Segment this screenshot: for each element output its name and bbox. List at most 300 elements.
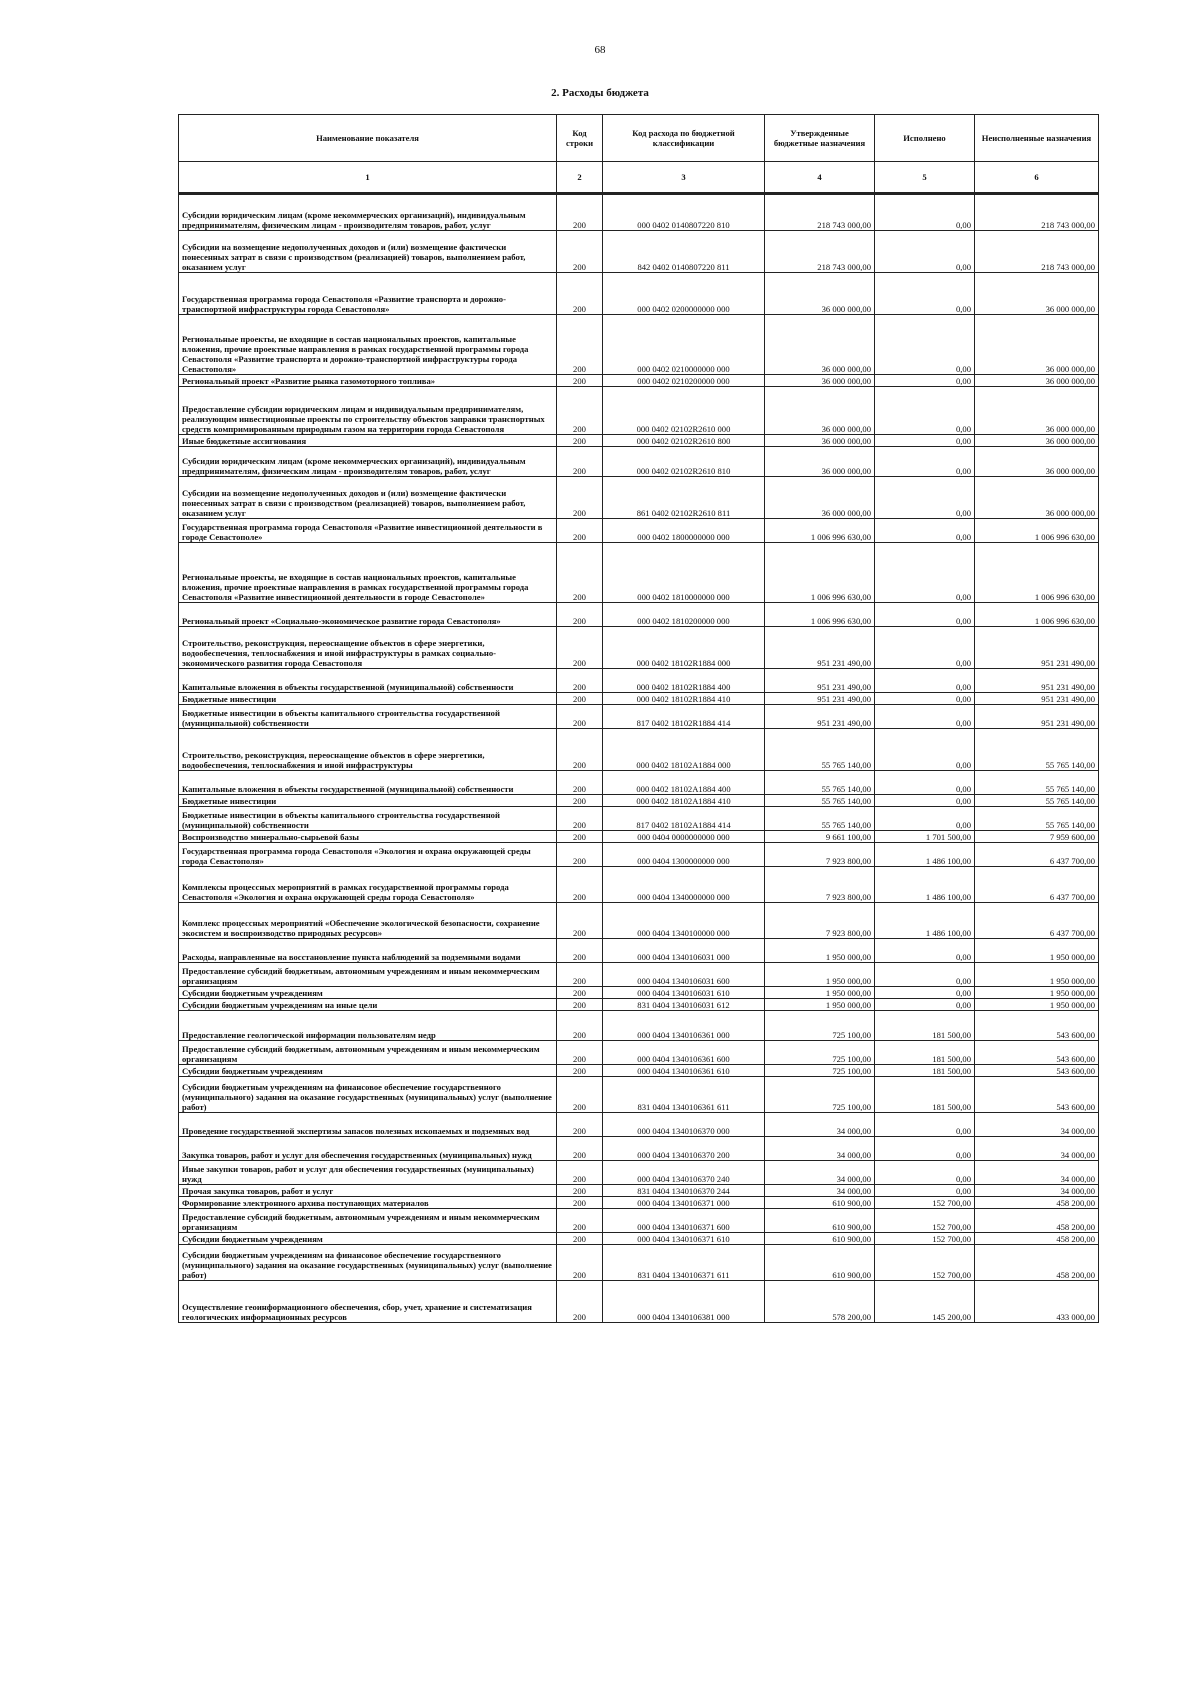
row-unexecuted-amount: 34 000,00 bbox=[975, 1137, 1099, 1161]
row-budget-code: 000 0404 1340106370 200 bbox=[603, 1137, 765, 1161]
row-line-code: 200 bbox=[557, 273, 603, 315]
row-executed-amount: 152 700,00 bbox=[875, 1245, 975, 1281]
row-indicator-name: Формирование электронного архива поступающих материалов bbox=[179, 1197, 557, 1209]
row-indicator-name: Осуществление геоинформационного обеспечения, сбор, учет, хранение и систематизация геологических информационных ресурсов bbox=[179, 1281, 557, 1323]
row-budget-code: 000 0404 1340106370 240 bbox=[603, 1161, 765, 1185]
row-budget-code: 831 0404 1340106371 611 bbox=[603, 1245, 765, 1281]
row-line-code: 200 bbox=[557, 1209, 603, 1233]
row-executed-amount: 145 200,00 bbox=[875, 1281, 975, 1323]
row-executed-amount: 181 500,00 bbox=[875, 1065, 975, 1077]
row-approved-amount: 1 950 000,00 bbox=[765, 963, 875, 987]
table-row bbox=[179, 273, 1099, 315]
row-indicator-name: Иные бюджетные ассигнования bbox=[179, 435, 557, 447]
row-unexecuted-amount: 6 437 700,00 bbox=[975, 867, 1099, 903]
column-number-row bbox=[179, 162, 1099, 194]
row-indicator-name: Прочая закупка товаров, работ и услуг bbox=[179, 1185, 557, 1197]
row-executed-amount: 0,00 bbox=[875, 729, 975, 771]
row-indicator-name: Строительство, реконструкция, переоснащение объектов в сфере энергетики, водообеспечения, теплоснабжения и иной инфраструктуры bbox=[179, 729, 557, 771]
row-indicator-name: Расходы, направленные на восстановление пункта наблюдений за подземными водами bbox=[179, 939, 557, 963]
row-executed-amount: 152 700,00 bbox=[875, 1197, 975, 1209]
row-line-code: 200 bbox=[557, 669, 603, 693]
row-indicator-name: Предоставление субсидий бюджетным, автономным учреждениям и иным некоммерческим организациям bbox=[179, 1041, 557, 1065]
row-indicator-name: Субсидии бюджетным учреждениям на финансовое обеспечение государственного (муниципального) задания на оказание государственных (муниципальных) услуг (выполнение работ) bbox=[179, 1245, 557, 1281]
row-line-code: 200 bbox=[557, 1137, 603, 1161]
row-budget-code: 000 0404 1340106031 000 bbox=[603, 939, 765, 963]
row-line-code: 200 bbox=[557, 939, 603, 963]
row-budget-code: 000 0402 02102R2610 810 bbox=[603, 447, 765, 477]
row-executed-amount: 1 486 100,00 bbox=[875, 903, 975, 939]
row-budget-code: 000 0402 1810000000 000 bbox=[603, 543, 765, 603]
row-budget-code: 000 0402 18102A1884 400 bbox=[603, 771, 765, 795]
row-indicator-name: Капитальные вложения в объекты государственной (муниципальной) собственности bbox=[179, 771, 557, 795]
row-unexecuted-amount: 55 765 140,00 bbox=[975, 771, 1099, 795]
row-line-code: 200 bbox=[557, 1011, 603, 1041]
row-unexecuted-amount: 36 000 000,00 bbox=[975, 273, 1099, 315]
row-indicator-name: Предоставление субсидий бюджетным, автономным учреждениям и иным некоммерческим организациям bbox=[179, 963, 557, 987]
table-row bbox=[179, 807, 1099, 831]
row-budget-code: 000 0404 1340106361 000 bbox=[603, 1011, 765, 1041]
row-indicator-name: Предоставление субсидии юридическим лицам и индивидуальным предпринимателям, реализующим инвестиционные проекты по строительству объектов заправки транспортных средств компримированным природным газом на территории города Севастополя bbox=[179, 387, 557, 435]
header-unexecuted: Неисполненные назначения bbox=[975, 115, 1099, 162]
row-budget-code: 000 0404 1340000000 000 bbox=[603, 867, 765, 903]
row-line-code: 200 bbox=[557, 963, 603, 987]
row-budget-code: 000 0404 0000000000 000 bbox=[603, 831, 765, 843]
row-executed-amount: 0,00 bbox=[875, 627, 975, 669]
row-line-code: 200 bbox=[557, 435, 603, 447]
row-unexecuted-amount: 543 600,00 bbox=[975, 1011, 1099, 1041]
row-executed-amount: 0,00 bbox=[875, 999, 975, 1011]
row-line-code: 200 bbox=[557, 1185, 603, 1197]
row-budget-code: 831 0404 1340106031 612 bbox=[603, 999, 765, 1011]
row-unexecuted-amount: 543 600,00 bbox=[975, 1041, 1099, 1065]
row-executed-amount: 0,00 bbox=[875, 603, 975, 627]
row-executed-amount: 0,00 bbox=[875, 939, 975, 963]
row-line-code: 200 bbox=[557, 1281, 603, 1323]
row-executed-amount: 1 486 100,00 bbox=[875, 867, 975, 903]
row-budget-code: 000 0402 18102R1884 400 bbox=[603, 669, 765, 693]
row-indicator-name: Субсидии бюджетным учреждениям bbox=[179, 1233, 557, 1245]
row-budget-code: 000 0402 02102R2610 000 bbox=[603, 387, 765, 435]
row-executed-amount: 0,00 bbox=[875, 807, 975, 831]
row-executed-amount: 0,00 bbox=[875, 669, 975, 693]
column-number: 6 bbox=[975, 162, 1099, 194]
row-line-code: 200 bbox=[557, 693, 603, 705]
row-unexecuted-amount: 6 437 700,00 bbox=[975, 843, 1099, 867]
row-approved-amount: 610 900,00 bbox=[765, 1233, 875, 1245]
row-budget-code: 000 0402 18102R1884 410 bbox=[603, 693, 765, 705]
row-indicator-name: Закупка товаров, работ и услуг для обеспечения государственных (муниципальных) нужд bbox=[179, 1137, 557, 1161]
row-approved-amount: 725 100,00 bbox=[765, 1011, 875, 1041]
table-row bbox=[179, 843, 1099, 867]
row-indicator-name: Субсидии на возмещение недополученных доходов и (или) возмещение фактически понесенных затрат в связи с производством (реализацией) товаров, выполнением работ, оказанием услуг bbox=[179, 477, 557, 519]
table-row bbox=[179, 771, 1099, 795]
table-row bbox=[179, 1197, 1099, 1209]
row-unexecuted-amount: 458 200,00 bbox=[975, 1197, 1099, 1209]
row-budget-code: 861 0402 02102R2610 811 bbox=[603, 477, 765, 519]
row-indicator-name: Бюджетные инвестиции bbox=[179, 795, 557, 807]
row-line-code: 200 bbox=[557, 519, 603, 543]
header-indicator-name: Наименование показателя bbox=[179, 115, 557, 162]
row-unexecuted-amount: 218 743 000,00 bbox=[975, 195, 1099, 231]
row-approved-amount: 951 231 490,00 bbox=[765, 627, 875, 669]
row-budget-code: 817 0402 18102R1884 414 bbox=[603, 705, 765, 729]
row-indicator-name: Государственная программа города Севастополя «Развитие инвестиционной деятельности в городе Севастополе» bbox=[179, 519, 557, 543]
expenditure-table bbox=[178, 114, 1099, 1323]
table-row bbox=[179, 669, 1099, 693]
table-row bbox=[179, 1137, 1099, 1161]
row-executed-amount: 181 500,00 bbox=[875, 1011, 975, 1041]
row-approved-amount: 55 765 140,00 bbox=[765, 729, 875, 771]
column-number: 2 bbox=[557, 162, 603, 194]
header-executed: Исполнено bbox=[875, 115, 975, 162]
row-indicator-name: Иные закупки товаров, работ и услуг для обеспечения государственных (муниципальных) нужд bbox=[179, 1161, 557, 1185]
row-approved-amount: 1 950 000,00 bbox=[765, 987, 875, 999]
table-row bbox=[179, 729, 1099, 771]
row-approved-amount: 36 000 000,00 bbox=[765, 447, 875, 477]
row-budget-code: 000 0404 1340106031 600 bbox=[603, 963, 765, 987]
row-budget-code: 000 0402 0210200000 000 bbox=[603, 375, 765, 387]
row-executed-amount: 0,00 bbox=[875, 519, 975, 543]
row-budget-code: 000 0404 1340100000 000 bbox=[603, 903, 765, 939]
table-row bbox=[179, 1185, 1099, 1197]
table-row bbox=[179, 1281, 1099, 1323]
row-line-code: 200 bbox=[557, 729, 603, 771]
row-approved-amount: 7 923 800,00 bbox=[765, 903, 875, 939]
table-row bbox=[179, 1077, 1099, 1113]
row-indicator-name: Предоставление геологической информации пользователям недр bbox=[179, 1011, 557, 1041]
row-budget-code: 000 0404 1300000000 000 bbox=[603, 843, 765, 867]
row-executed-amount: 0,00 bbox=[875, 447, 975, 477]
row-line-code: 200 bbox=[557, 195, 603, 231]
row-indicator-name: Проведение государственной экспертизы запасов полезных ископаемых и подземных вод bbox=[179, 1113, 557, 1137]
row-executed-amount: 0,00 bbox=[875, 1113, 975, 1137]
row-unexecuted-amount: 1 950 000,00 bbox=[975, 963, 1099, 987]
row-approved-amount: 34 000,00 bbox=[765, 1113, 875, 1137]
row-indicator-name: Региональный проект «Социально-экономическое развитие города Севастополя» bbox=[179, 603, 557, 627]
row-unexecuted-amount: 458 200,00 bbox=[975, 1245, 1099, 1281]
row-line-code: 200 bbox=[557, 999, 603, 1011]
row-approved-amount: 1 006 996 630,00 bbox=[765, 543, 875, 603]
row-approved-amount: 578 200,00 bbox=[765, 1281, 875, 1323]
row-line-code: 200 bbox=[557, 447, 603, 477]
row-line-code: 200 bbox=[557, 705, 603, 729]
row-indicator-name: Бюджетные инвестиции bbox=[179, 693, 557, 705]
row-approved-amount: 951 231 490,00 bbox=[765, 669, 875, 693]
row-approved-amount: 34 000,00 bbox=[765, 1137, 875, 1161]
row-line-code: 200 bbox=[557, 795, 603, 807]
row-line-code: 200 bbox=[557, 231, 603, 273]
row-approved-amount: 218 743 000,00 bbox=[765, 231, 875, 273]
row-unexecuted-amount: 36 000 000,00 bbox=[975, 315, 1099, 375]
row-executed-amount: 181 500,00 bbox=[875, 1041, 975, 1065]
row-budget-code: 000 0402 18102A1884 410 bbox=[603, 795, 765, 807]
row-line-code: 200 bbox=[557, 903, 603, 939]
row-budget-code: 000 0402 18102R1884 000 bbox=[603, 627, 765, 669]
row-unexecuted-amount: 34 000,00 bbox=[975, 1161, 1099, 1185]
row-executed-amount: 0,00 bbox=[875, 963, 975, 987]
row-executed-amount: 0,00 bbox=[875, 543, 975, 603]
row-indicator-name: Субсидии юридическим лицам (кроме некоммерческих организаций), индивидуальным предпринимателям, физическим лицам - производителям товаров, работ, услуг bbox=[179, 447, 557, 477]
row-unexecuted-amount: 218 743 000,00 bbox=[975, 231, 1099, 273]
row-line-code: 200 bbox=[557, 1065, 603, 1077]
row-unexecuted-amount: 36 000 000,00 bbox=[975, 435, 1099, 447]
table-row bbox=[179, 1161, 1099, 1185]
row-approved-amount: 36 000 000,00 bbox=[765, 477, 875, 519]
row-line-code: 200 bbox=[557, 1245, 603, 1281]
row-unexecuted-amount: 36 000 000,00 bbox=[975, 387, 1099, 435]
row-line-code: 200 bbox=[557, 387, 603, 435]
row-executed-amount: 0,00 bbox=[875, 1137, 975, 1161]
row-budget-code: 000 0404 1340106361 600 bbox=[603, 1041, 765, 1065]
row-executed-amount: 1 701 500,00 bbox=[875, 831, 975, 843]
column-number: 4 bbox=[765, 162, 875, 194]
row-line-code: 200 bbox=[557, 1197, 603, 1209]
section-title: 2. Расходы бюджета bbox=[551, 87, 649, 99]
row-unexecuted-amount: 1 950 000,00 bbox=[975, 987, 1099, 999]
row-unexecuted-amount: 34 000,00 bbox=[975, 1113, 1099, 1137]
row-unexecuted-amount: 1 006 996 630,00 bbox=[975, 543, 1099, 603]
row-approved-amount: 725 100,00 bbox=[765, 1065, 875, 1077]
table-row bbox=[179, 903, 1099, 939]
row-budget-code: 000 0402 0140807220 810 bbox=[603, 195, 765, 231]
table-row bbox=[179, 447, 1099, 477]
row-line-code: 200 bbox=[557, 1161, 603, 1185]
header-approved: Утвержденные бюджетные назначения bbox=[765, 115, 875, 162]
row-approved-amount: 1 950 000,00 bbox=[765, 999, 875, 1011]
row-unexecuted-amount: 543 600,00 bbox=[975, 1077, 1099, 1113]
table-row bbox=[179, 795, 1099, 807]
row-line-code: 200 bbox=[557, 477, 603, 519]
column-number: 5 bbox=[875, 162, 975, 194]
table-row bbox=[179, 831, 1099, 843]
row-approved-amount: 34 000,00 bbox=[765, 1161, 875, 1185]
row-budget-code: 000 0402 0200000000 000 bbox=[603, 273, 765, 315]
table-row bbox=[179, 603, 1099, 627]
table-row bbox=[179, 627, 1099, 669]
row-indicator-name: Государственная программа города Севастополя «Экология и охрана окружающей среды города Севастополя» bbox=[179, 843, 557, 867]
table-row bbox=[179, 1245, 1099, 1281]
row-indicator-name: Региональные проекты, не входящие в состав национальных проектов, капитальные вложения, прочие проектные направления в рамках государственной программы города Севастополя «Развитие транспорта и дорожно-транспортной инфраструктуры города Севастополя» bbox=[179, 315, 557, 375]
row-unexecuted-amount: 1 006 996 630,00 bbox=[975, 603, 1099, 627]
row-approved-amount: 218 743 000,00 bbox=[765, 195, 875, 231]
row-indicator-name: Субсидии юридическим лицам (кроме некоммерческих организаций), индивидуальным предпринимателям, физическим лицам - производителям товаров, работ, услуг bbox=[179, 195, 557, 231]
row-unexecuted-amount: 951 231 490,00 bbox=[975, 669, 1099, 693]
row-budget-code: 000 0404 1340106381 000 bbox=[603, 1281, 765, 1323]
row-approved-amount: 34 000,00 bbox=[765, 1185, 875, 1197]
table-row bbox=[179, 867, 1099, 903]
row-unexecuted-amount: 36 000 000,00 bbox=[975, 375, 1099, 387]
header-budget-code: Код расхода по бюджетной классификации bbox=[603, 115, 765, 162]
header-line-code: Код строки bbox=[557, 115, 603, 162]
table-row bbox=[179, 1011, 1099, 1041]
row-unexecuted-amount: 1 950 000,00 bbox=[975, 999, 1099, 1011]
row-budget-code: 000 0404 1340106371 610 bbox=[603, 1233, 765, 1245]
row-executed-amount: 0,00 bbox=[875, 693, 975, 705]
table-row bbox=[179, 477, 1099, 519]
row-approved-amount: 36 000 000,00 bbox=[765, 387, 875, 435]
row-approved-amount: 9 661 100,00 bbox=[765, 831, 875, 843]
row-unexecuted-amount: 458 200,00 bbox=[975, 1233, 1099, 1245]
row-executed-amount: 152 700,00 bbox=[875, 1233, 975, 1245]
row-unexecuted-amount: 951 231 490,00 bbox=[975, 705, 1099, 729]
row-approved-amount: 725 100,00 bbox=[765, 1077, 875, 1113]
row-budget-code: 000 0404 1340106361 610 bbox=[603, 1065, 765, 1077]
row-approved-amount: 951 231 490,00 bbox=[765, 705, 875, 729]
row-line-code: 200 bbox=[557, 771, 603, 795]
row-unexecuted-amount: 1 006 996 630,00 bbox=[975, 519, 1099, 543]
row-approved-amount: 55 765 140,00 bbox=[765, 771, 875, 795]
row-executed-amount: 0,00 bbox=[875, 387, 975, 435]
row-executed-amount: 0,00 bbox=[875, 987, 975, 999]
table-row bbox=[179, 1209, 1099, 1233]
row-indicator-name: Региональный проект «Развитие рынка газомоторного топлива» bbox=[179, 375, 557, 387]
row-executed-amount: 0,00 bbox=[875, 273, 975, 315]
table-row bbox=[179, 963, 1099, 987]
row-budget-code: 000 0404 1340106031 610 bbox=[603, 987, 765, 999]
row-executed-amount: 181 500,00 bbox=[875, 1077, 975, 1113]
row-indicator-name: Субсидии бюджетным учреждениям на финансовое обеспечение государственного (муниципального) задания на оказание государственных (муниципальных) услуг (выполнение работ) bbox=[179, 1077, 557, 1113]
row-budget-code: 817 0402 18102A1884 414 bbox=[603, 807, 765, 831]
row-executed-amount: 0,00 bbox=[875, 1161, 975, 1185]
row-approved-amount: 55 765 140,00 bbox=[765, 807, 875, 831]
row-unexecuted-amount: 55 765 140,00 bbox=[975, 729, 1099, 771]
table-row bbox=[179, 435, 1099, 447]
row-indicator-name: Комплексы процессных мероприятий в рамках государственной программы города Севастополя «Экология и охрана окружающей среды города Севастополя» bbox=[179, 867, 557, 903]
row-budget-code: 831 0404 1340106361 611 bbox=[603, 1077, 765, 1113]
table-row bbox=[179, 1113, 1099, 1137]
row-budget-code: 000 0402 02102R2610 800 bbox=[603, 435, 765, 447]
row-executed-amount: 0,00 bbox=[875, 1185, 975, 1197]
table-row bbox=[179, 987, 1099, 999]
row-executed-amount: 0,00 bbox=[875, 771, 975, 795]
row-line-code: 200 bbox=[557, 1233, 603, 1245]
row-executed-amount: 0,00 bbox=[875, 375, 975, 387]
row-line-code: 200 bbox=[557, 603, 603, 627]
row-budget-code: 000 0402 0210000000 000 bbox=[603, 315, 765, 375]
row-indicator-name: Субсидии бюджетным учреждениям на иные цели bbox=[179, 999, 557, 1011]
row-budget-code: 000 0402 1810200000 000 bbox=[603, 603, 765, 627]
row-approved-amount: 951 231 490,00 bbox=[765, 693, 875, 705]
row-indicator-name: Предоставление субсидий бюджетным, автономным учреждениям и иным некоммерческим организациям bbox=[179, 1209, 557, 1233]
row-executed-amount: 0,00 bbox=[875, 315, 975, 375]
row-approved-amount: 36 000 000,00 bbox=[765, 375, 875, 387]
row-line-code: 200 bbox=[557, 867, 603, 903]
table-row bbox=[179, 705, 1099, 729]
table-row bbox=[179, 999, 1099, 1011]
row-budget-code: 000 0402 1800000000 000 bbox=[603, 519, 765, 543]
row-unexecuted-amount: 951 231 490,00 bbox=[975, 693, 1099, 705]
row-budget-code: 842 0402 0140807220 811 bbox=[603, 231, 765, 273]
row-indicator-name: Субсидии на возмещение недополученных доходов и (или) возмещение фактически понесенных затрат в связи с производством (реализацией) товаров, выполнением работ, оказанием услуг bbox=[179, 231, 557, 273]
row-indicator-name: Комплекс процессных мероприятий «Обеспечение экологической безопасности, сохранение экосистем и воспроизводство природных ресурсов» bbox=[179, 903, 557, 939]
table-row bbox=[179, 231, 1099, 273]
row-line-code: 200 bbox=[557, 375, 603, 387]
row-approved-amount: 610 900,00 bbox=[765, 1197, 875, 1209]
row-approved-amount: 7 923 800,00 bbox=[765, 867, 875, 903]
row-line-code: 200 bbox=[557, 807, 603, 831]
table-header-row bbox=[179, 115, 1099, 162]
row-line-code: 200 bbox=[557, 843, 603, 867]
row-indicator-name: Субсидии бюджетным учреждениям bbox=[179, 987, 557, 999]
table-row bbox=[179, 387, 1099, 435]
row-approved-amount: 36 000 000,00 bbox=[765, 315, 875, 375]
row-budget-code: 000 0402 18102A1884 000 bbox=[603, 729, 765, 771]
row-executed-amount: 1 486 100,00 bbox=[875, 843, 975, 867]
table-body bbox=[179, 195, 1099, 1323]
row-executed-amount: 152 700,00 bbox=[875, 1209, 975, 1233]
row-executed-amount: 0,00 bbox=[875, 195, 975, 231]
table-row bbox=[179, 1041, 1099, 1065]
row-approved-amount: 36 000 000,00 bbox=[765, 273, 875, 315]
row-unexecuted-amount: 543 600,00 bbox=[975, 1065, 1099, 1077]
row-indicator-name: Региональные проекты, не входящие в состав национальных проектов, капитальные вложения, прочие проектные направления в рамках государственной программы города Севастополя «Развитие инвестиционной деятельности в городе Севастополе» bbox=[179, 543, 557, 603]
row-indicator-name: Субсидии бюджетным учреждениям bbox=[179, 1065, 557, 1077]
row-unexecuted-amount: 55 765 140,00 bbox=[975, 807, 1099, 831]
row-approved-amount: 1 950 000,00 bbox=[765, 939, 875, 963]
row-line-code: 200 bbox=[557, 627, 603, 669]
row-line-code: 200 bbox=[557, 315, 603, 375]
row-approved-amount: 1 006 996 630,00 bbox=[765, 603, 875, 627]
table-row bbox=[179, 375, 1099, 387]
table-row bbox=[179, 1233, 1099, 1245]
row-unexecuted-amount: 1 950 000,00 bbox=[975, 939, 1099, 963]
row-indicator-name: Бюджетные инвестиции в объекты капитального строительства государственной (муниципальной) собственности bbox=[179, 807, 557, 831]
row-budget-code: 000 0404 1340106370 000 bbox=[603, 1113, 765, 1137]
row-approved-amount: 610 900,00 bbox=[765, 1209, 875, 1233]
row-indicator-name: Строительство, реконструкция, переоснащение объектов в сфере энергетики, водообеспечения, теплоснабжения и иной инфраструктуры в рамках социально-экономического развития города Севастополя bbox=[179, 627, 557, 669]
row-approved-amount: 55 765 140,00 bbox=[765, 795, 875, 807]
row-unexecuted-amount: 36 000 000,00 bbox=[975, 477, 1099, 519]
table-row bbox=[179, 939, 1099, 963]
row-unexecuted-amount: 7 959 600,00 bbox=[975, 831, 1099, 843]
row-executed-amount: 0,00 bbox=[875, 231, 975, 273]
row-line-code: 200 bbox=[557, 1113, 603, 1137]
row-line-code: 200 bbox=[557, 831, 603, 843]
row-approved-amount: 610 900,00 bbox=[765, 1245, 875, 1281]
page-number: 68 bbox=[594, 44, 606, 56]
row-executed-amount: 0,00 bbox=[875, 795, 975, 807]
row-executed-amount: 0,00 bbox=[875, 435, 975, 447]
row-executed-amount: 0,00 bbox=[875, 705, 975, 729]
row-approved-amount: 7 923 800,00 bbox=[765, 843, 875, 867]
row-budget-code: 000 0404 1340106371 600 bbox=[603, 1209, 765, 1233]
row-budget-code: 000 0404 1340106371 000 bbox=[603, 1197, 765, 1209]
row-line-code: 200 bbox=[557, 1077, 603, 1113]
row-unexecuted-amount: 55 765 140,00 bbox=[975, 795, 1099, 807]
row-budget-code: 831 0404 1340106370 244 bbox=[603, 1185, 765, 1197]
row-indicator-name: Государственная программа города Севастополя «Развитие транспорта и дорожно-транспортной инфраструктуры города Севастополя» bbox=[179, 273, 557, 315]
column-number: 1 bbox=[179, 162, 557, 194]
column-number: 3 bbox=[603, 162, 765, 194]
row-approved-amount: 725 100,00 bbox=[765, 1041, 875, 1065]
row-line-code: 200 bbox=[557, 987, 603, 999]
row-indicator-name: Воспроизводство минерально-сырьевой базы bbox=[179, 831, 557, 843]
row-approved-amount: 1 006 996 630,00 bbox=[765, 519, 875, 543]
table-row bbox=[179, 519, 1099, 543]
row-unexecuted-amount: 433 000,00 bbox=[975, 1281, 1099, 1323]
row-unexecuted-amount: 458 200,00 bbox=[975, 1209, 1099, 1233]
row-approved-amount: 36 000 000,00 bbox=[765, 435, 875, 447]
table-row bbox=[179, 693, 1099, 705]
row-unexecuted-amount: 951 231 490,00 bbox=[975, 627, 1099, 669]
row-indicator-name: Бюджетные инвестиции в объекты капитального строительства государственной (муниципальной) собственности bbox=[179, 705, 557, 729]
row-unexecuted-amount: 36 000 000,00 bbox=[975, 447, 1099, 477]
row-unexecuted-amount: 34 000,00 bbox=[975, 1185, 1099, 1197]
table-row bbox=[179, 543, 1099, 603]
row-executed-amount: 0,00 bbox=[875, 477, 975, 519]
row-line-code: 200 bbox=[557, 543, 603, 603]
row-unexecuted-amount: 6 437 700,00 bbox=[975, 903, 1099, 939]
